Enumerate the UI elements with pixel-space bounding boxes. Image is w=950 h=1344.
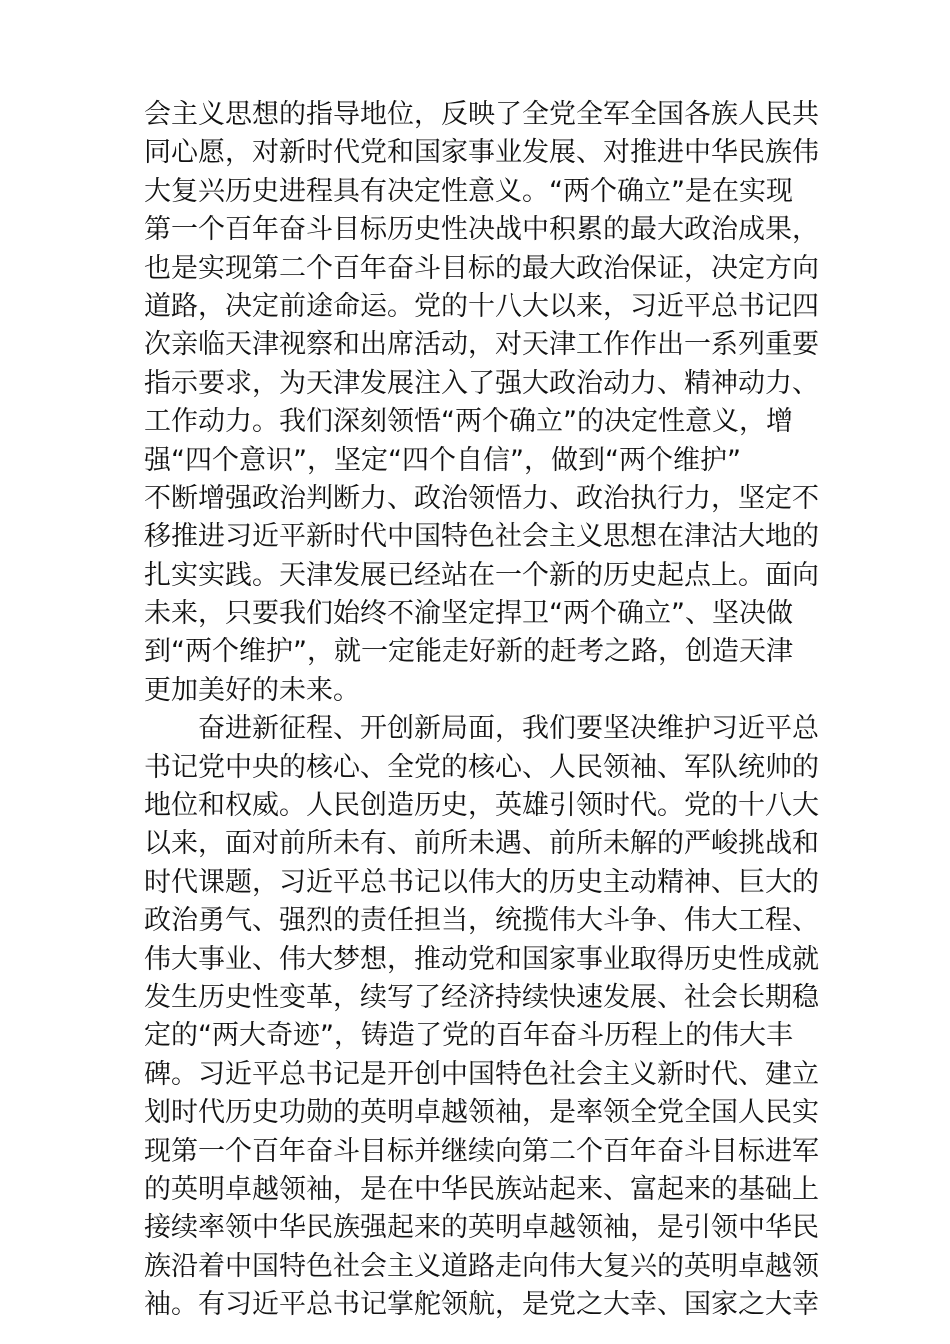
- text-line: 地位和权威。人民创造历史，英雄引领时代。党的十八大: [144, 790, 819, 822]
- text-line: 次亲临天津视察和出席活动，对天津工作作出一系列重要: [144, 329, 819, 361]
- text-line: 现第一个百年奋斗目标并继续向第二个百年奋斗目标进军: [144, 1135, 819, 1167]
- text-line: 未来，只要我们始终不渝坚定捍卫“两个确立”、坚决做: [144, 598, 793, 630]
- text-line: 书记党中央的核心、全党的核心、人民领袖、军队统帅的: [144, 751, 819, 783]
- text-line: 道路，决定前途命运。党的十八大以来，习近平总书记四: [144, 290, 819, 322]
- paragraph: [144, 96, 819, 710]
- text-line: 政治勇气、强烈的责任担当，统揽伟大斗争、伟大工程、: [144, 905, 819, 937]
- text-line: 强“四个意识”，坚定“四个自信”，做到“两个维护”: [144, 444, 741, 476]
- text-line: 会主义思想的指导地位，反映了全党全军全国各族人民共: [144, 99, 819, 130]
- text-line: 移推进习近平新时代中国特色社会主义思想在津沽大地的: [144, 521, 819, 553]
- text-line: 扎实实践。天津发展已经站在一个新的历史起点上。面向: [144, 559, 819, 591]
- text-line: 族沿着中国特色社会主义道路走向伟大复兴的英明卓越领: [144, 1250, 819, 1282]
- text-line: 以来，面对前所未有、前所未遇、前所未解的严峻挑战和: [144, 828, 819, 860]
- text-line: 的英明卓越领袖，是在中华民族站起来、富起来的基础上: [144, 1173, 819, 1205]
- text-line: 伟大事业、伟大梦想，推动党和国家事业取得历史性成就: [144, 943, 819, 975]
- text-line: 划时代历史功勋的英明卓越领袖，是率领全党全国人民实: [144, 1097, 819, 1129]
- text-line: 接续率领中华民族强起来的英明卓越领袖，是引领中华民: [144, 1212, 819, 1244]
- text-line: 大复兴历史进程具有决定性意义。“两个确立”是在实现: [144, 175, 793, 207]
- text-line: 指示要求，为天津发展注入了强大政治动力、精神动力、: [144, 367, 819, 399]
- text-line: 碑。习近平总书记是开创中国特色社会主义新时代、建立: [144, 1058, 819, 1090]
- text-line: 袖。有习近平总书记掌舵领航，是党之大幸、国家之大幸: [144, 1289, 819, 1321]
- document-body: [144, 96, 819, 1325]
- text-line: 定的“两大奇迹”，铸造了党的百年奋斗历程上的伟大丰: [144, 1020, 793, 1052]
- text-line: 第一个百年奋斗目标历史性决战中积累的最大政治成果，: [144, 214, 819, 246]
- text-line: 工作动力。我们深刻领悟“两个确立”的决定性意义，增: [144, 406, 793, 438]
- text-line: 时代课题，习近平总书记以伟大的历史主动精神、巨大的: [144, 866, 819, 898]
- text-line: 到“两个维护”，就一定能走好新的赶考之路，创造天津: [144, 636, 793, 668]
- text-line: 也是实现第二个百年奋斗目标的最大政治保证，决定方向: [144, 252, 819, 284]
- text-line: 发生历史性变革，续写了经济持续快速发展、社会长期稳: [144, 981, 819, 1013]
- text-line: 奋进新征程、开创新局面，我们要坚决维护习近平总: [198, 713, 819, 745]
- text-line: 同心愿，对新时代党和国家事业发展、对推进中华民族伟: [144, 137, 819, 169]
- text-line: 不断增强政治判断力、政治领悟力、政治执行力，坚定不: [144, 482, 819, 514]
- text-line: 更加美好的未来。: [144, 674, 360, 706]
- paragraph: [144, 710, 819, 1324]
